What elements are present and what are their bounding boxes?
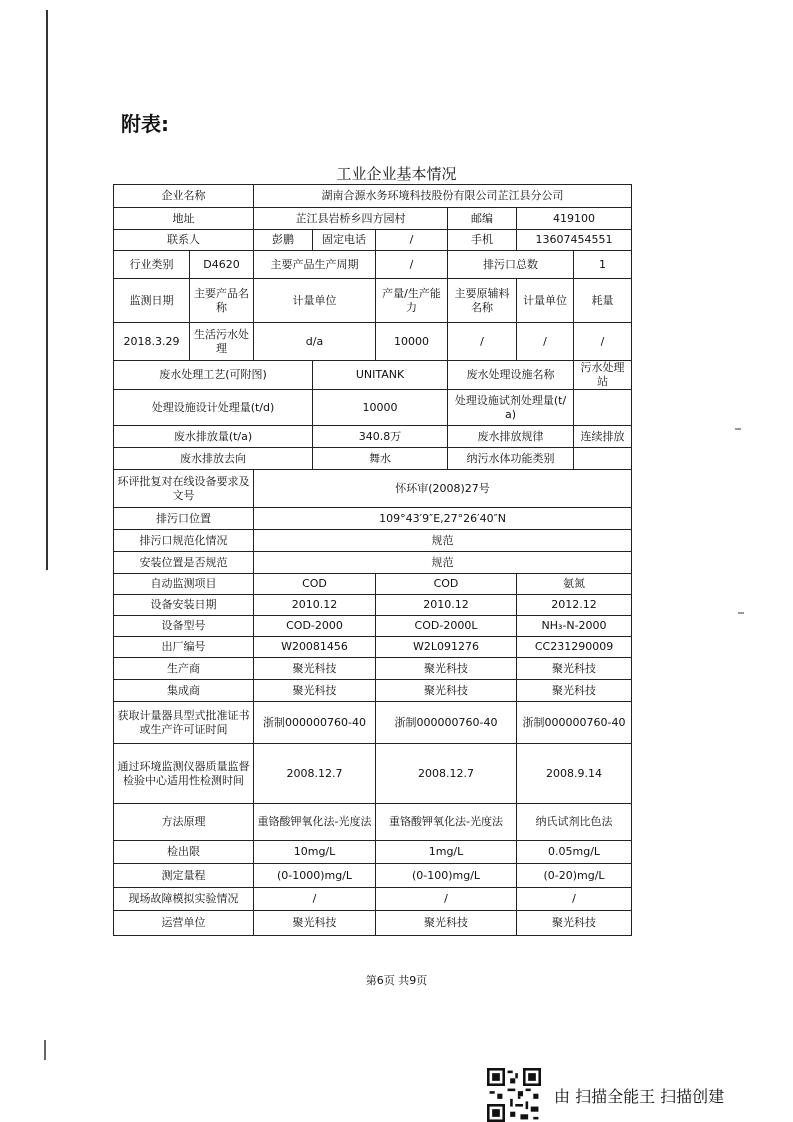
- outlet-norm: 规范: [254, 530, 632, 552]
- equipment-cell: 聚光科技: [376, 680, 517, 702]
- equipment-cell: /: [376, 888, 517, 911]
- discharge-dest-label: 废水排放去向: [114, 448, 313, 470]
- unit-value: d/a: [254, 323, 376, 361]
- equipment-cell: NH₃-N-2000: [517, 616, 632, 637]
- process-label: 废水处理工艺(可附图): [114, 361, 313, 390]
- equipment-cell: COD-2000L: [376, 616, 517, 637]
- equipment-cell: /: [517, 888, 632, 911]
- capacity-value: 10000: [376, 323, 448, 361]
- equipment-row-label: 测定量程: [114, 864, 254, 888]
- equipment-row-label: 通过环境监测仪器质量监督检验中心适用性检测时间: [114, 744, 254, 804]
- main-product-label: 主要产品名称: [190, 279, 254, 323]
- industry-label: 行业类别: [114, 251, 190, 279]
- cycle-label: 主要产品生产周期: [254, 251, 376, 279]
- industry-value: D4620: [190, 251, 254, 279]
- unit2-label: 计量单位: [517, 279, 574, 323]
- phone-label: 固定电话: [313, 230, 376, 251]
- equipment-cell: 浙制000000760-40: [376, 702, 517, 744]
- equipment-cell: 纳氏试剂比色法: [517, 804, 632, 841]
- receiving-label: 纳污水体功能类别: [448, 448, 574, 470]
- monitor-date-label: 监测日期: [114, 279, 190, 323]
- unit-label: 计量单位: [254, 279, 376, 323]
- equipment-cell: W20081456: [254, 637, 376, 658]
- scan-edge-line: [46, 10, 48, 570]
- postcode: 419100: [517, 208, 632, 230]
- equipment-cell: CC231290009: [517, 637, 632, 658]
- appendix-label: 附表:: [121, 112, 169, 136]
- outlet-position-label: 排污口位置: [114, 508, 254, 530]
- equipment-cell: /: [254, 888, 376, 911]
- equipment-row-label: 集成商: [114, 680, 254, 702]
- equipment-cell: 0.05mg/L: [517, 841, 632, 864]
- equipment-row-label: 设备型号: [114, 616, 254, 637]
- equipment-cell: 聚光科技: [254, 680, 376, 702]
- equipment-cell: 浙制000000760-40: [517, 702, 632, 744]
- scan-dust-mark: [735, 428, 741, 430]
- outlet-total-value: 1: [574, 251, 632, 279]
- page-number: 第6页 共9页: [365, 974, 428, 987]
- form-title: 工业企业基本情况: [336, 165, 457, 183]
- discharge-pattern: 连续排放: [574, 426, 632, 448]
- equipment-cell: 2008.9.14: [517, 744, 632, 804]
- consumption-value: /: [574, 323, 632, 361]
- discharge-amount: 340.8万: [313, 426, 448, 448]
- address-label: 地址: [114, 208, 254, 230]
- equipment-row-label: 现场故障模拟实验情况: [114, 888, 254, 911]
- equipment-row-label: 生产商: [114, 658, 254, 680]
- cycle-value: /: [376, 251, 448, 279]
- equipment-cell: 1mg/L: [376, 841, 517, 864]
- enterprise-name-label: 企业名称: [114, 185, 254, 208]
- equipment-cell: (0-20)mg/L: [517, 864, 632, 888]
- equipment-cell: 2008.12.7: [376, 744, 517, 804]
- equipment-cell: 2008.12.7: [254, 744, 376, 804]
- equipment-cell: 2010.12: [254, 595, 376, 616]
- capacity-label: 产量/生产能力: [376, 279, 448, 323]
- discharge-pattern-label: 废水排放规律: [448, 426, 574, 448]
- design-capacity: 10000: [313, 390, 448, 426]
- equipment-row-label: 设备安装日期: [114, 595, 254, 616]
- scan-dust-mark: [738, 612, 744, 614]
- material-value: /: [448, 323, 517, 361]
- qr-code-icon: [487, 1068, 541, 1122]
- address: 芷江县岩桥乡四方园村: [254, 208, 448, 230]
- outlet-total-label: 排污口总数: [448, 251, 574, 279]
- mobile-value: 13607454551: [517, 230, 632, 251]
- equipment-cell: 聚光科技: [517, 658, 632, 680]
- enterprise-info-table: [113, 184, 632, 936]
- contact-label: 联系人: [114, 230, 254, 251]
- monitor-date: 2018.3.29: [114, 323, 190, 361]
- discharge-dest: 舞水: [313, 448, 448, 470]
- receiving-value: [574, 448, 632, 470]
- equipment-row-label: 运营单位: [114, 911, 254, 936]
- equipment-row-label: 自动监测项目: [114, 574, 254, 595]
- install-norm-label: 安装位置是否规范: [114, 552, 254, 574]
- equipment-cell: 10mg/L: [254, 841, 376, 864]
- install-norm: 规范: [254, 552, 632, 574]
- scan-credit: 由 扫描全能王 扫描创建: [554, 1087, 725, 1106]
- material-label: 主要原辅料名称: [448, 279, 517, 323]
- contact-name: 彭鹏: [254, 230, 313, 251]
- enterprise-name: 湖南合源水务环境科技股份有限公司芷江县分公司: [254, 185, 632, 208]
- equipment-cell: 聚光科技: [376, 658, 517, 680]
- main-product: 生活污水处理: [190, 323, 254, 361]
- outlet-position: 109°43′9″E,27°26′40″N: [254, 508, 632, 530]
- equipment-cell: (0-1000)mg/L: [254, 864, 376, 888]
- discharge-amount-label: 废水排放量(t/a): [114, 426, 313, 448]
- unit2-value: /: [517, 323, 574, 361]
- equipment-cell: 浙制000000760-40: [254, 702, 376, 744]
- equipment-cell: COD: [376, 574, 517, 595]
- phone-value: /: [376, 230, 448, 251]
- trial-capacity-label: 处理设施试剂处理量(t/a): [448, 390, 574, 426]
- equipment-row-label: 出厂编号: [114, 637, 254, 658]
- scan-edge-mark: [44, 1040, 46, 1060]
- equipment-cell: COD: [254, 574, 376, 595]
- facility-name: 污水处理站: [574, 361, 632, 390]
- equipment-cell: W2L091276: [376, 637, 517, 658]
- equipment-cell: 聚光科技: [376, 911, 517, 936]
- equipment-row-label: 获取计量器具型式批准证书或生产许可证时间: [114, 702, 254, 744]
- equipment-cell: 2010.12: [376, 595, 517, 616]
- equipment-cell: 聚光科技: [254, 658, 376, 680]
- consumption-label: 耗量: [574, 279, 632, 323]
- equipment-cell: (0-100)mg/L: [376, 864, 517, 888]
- equipment-cell: 重铬酸钾氧化法-光度法: [254, 804, 376, 841]
- trial-capacity: [574, 390, 632, 426]
- equipment-cell: 2012.12: [517, 595, 632, 616]
- equipment-cell: 氨氮: [517, 574, 632, 595]
- postcode-label: 邮编: [448, 208, 517, 230]
- equipment-cell: 重铬酸钾氧化法-光度法: [376, 804, 517, 841]
- process-value: UNITANK: [313, 361, 448, 390]
- equipment-cell: COD-2000: [254, 616, 376, 637]
- equipment-cell: 聚光科技: [517, 911, 632, 936]
- design-capacity-label: 处理设施设计处理量(t/d): [114, 390, 313, 426]
- equipment-cell: 聚光科技: [517, 680, 632, 702]
- equipment-row-label: 检出限: [114, 841, 254, 864]
- eia-value: 怀环审(2008)27号: [254, 470, 632, 508]
- equipment-row-label: 方法原理: [114, 804, 254, 841]
- facility-name-label: 废水处理设施名称: [448, 361, 574, 390]
- eia-label: 环评批复对在线设备要求及文号: [114, 470, 254, 508]
- outlet-norm-label: 排污口规范化情况: [114, 530, 254, 552]
- equipment-cell: 聚光科技: [254, 911, 376, 936]
- mobile-label: 手机: [448, 230, 517, 251]
